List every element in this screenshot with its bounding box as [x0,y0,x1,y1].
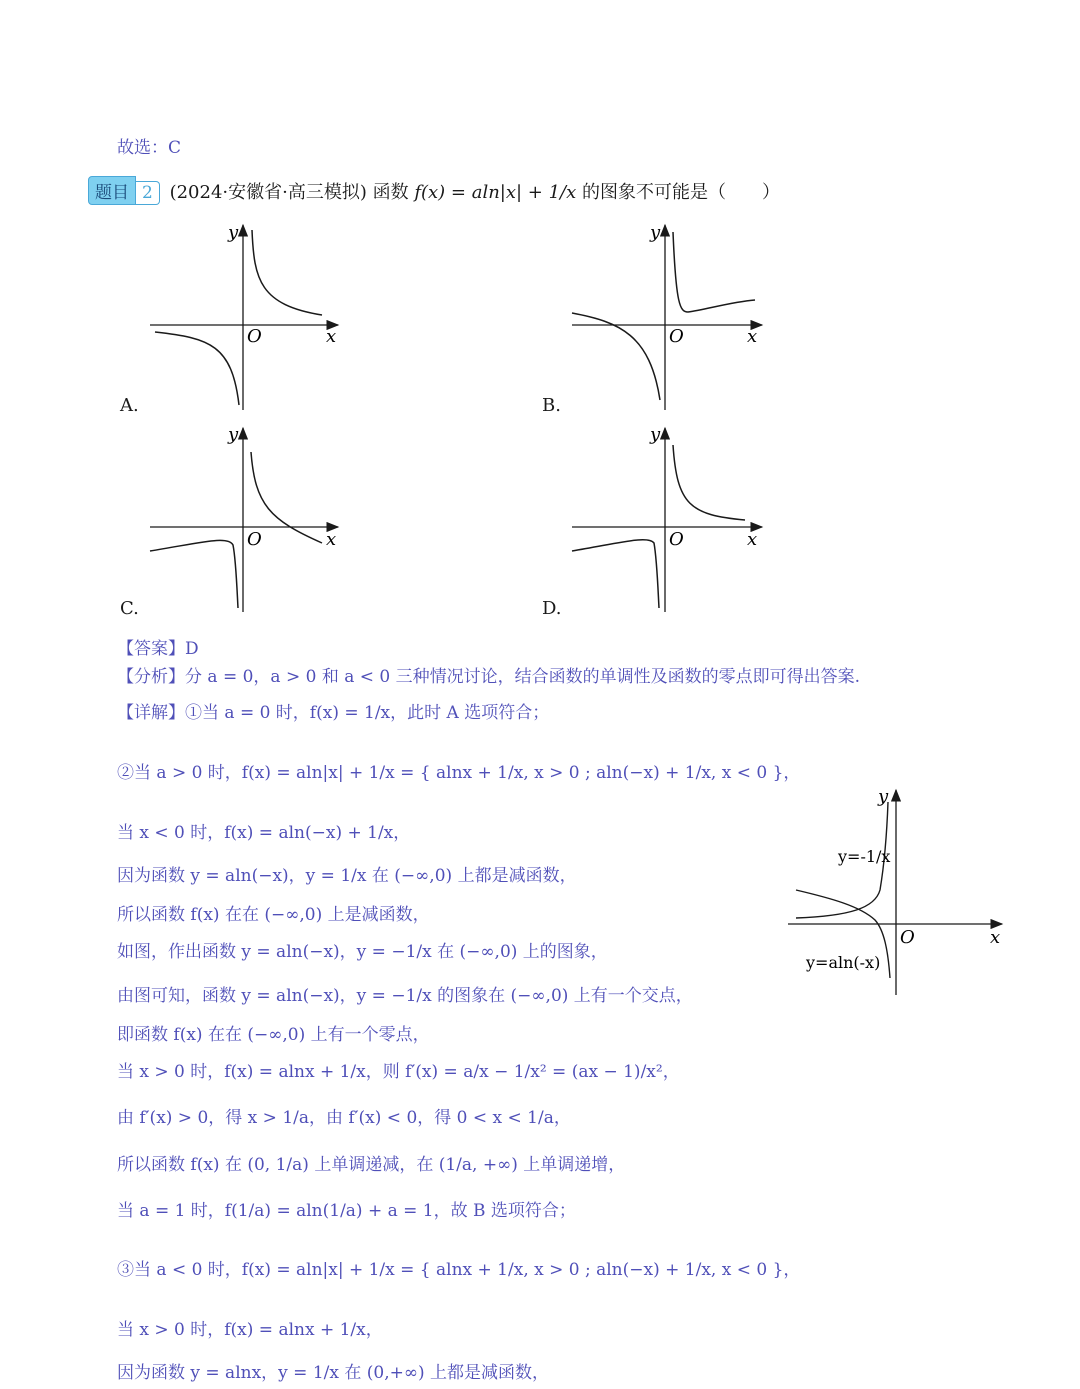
graph-b-y: y [650,222,661,243]
solution-line: 所以函数 f(x) 在 (0, 1/a) 上单调递减，在 (1/a, +∞) 上单调递增， [117,1155,626,1175]
graph-c-x: x [326,529,337,550]
solution-line: 由 f′(x) > 0，得 x > 1/a，由 f′(x) < 0，得 0 < x < 1/a， [117,1108,571,1128]
side-figure [780,780,1020,1010]
solution-line: 当 x < 0 时，f(x) = aln(−x) + 1/x， [117,823,411,843]
solution-line: 因为函数 y = alnx，y = 1/x 在 (0,+∞) 上都是减函数， [117,1363,550,1383]
solution-line: 【详解】①当 a = 0 时，f(x) = 1/x，此时 A 选项符合； [117,703,550,723]
question-formula: f(x) = aln|x| + 1/x [414,182,577,203]
side-figure-curve1: y=-1/x [838,847,891,866]
side-figure-curve2: y=aln(-x) [806,953,881,972]
solution-line: 所以函数 f(x) 在在 (−∞,0) 上是减函数， [117,905,430,925]
graph-b-o: O [669,326,684,347]
solution-line: 即函数 f(x) 在在 (−∞,0) 上有一个零点， [117,1025,430,1045]
question-prefix: 函数 [372,182,409,203]
option-graphs [0,0,1080,640]
option-b-label: B. [542,395,561,416]
side-figure-x: x [990,927,1001,948]
side-figure-y: y [878,786,889,807]
analysis-line: 【分析】分 a = 0，a > 0 和 a < 0 三种情况讨论，结合函数的单调性及函数的零点即可得出答案. [117,667,861,687]
side-figure-o: O [900,927,915,948]
graph-c [150,424,338,612]
graph-c-y: y [228,424,239,445]
graph-b [572,222,762,410]
graph-d-x: x [747,529,758,550]
solution-line: ③当 a < 0 时，f(x) = aln|x| + 1/x = { alnx + 1/x, x > 0 ; aln(−x) + 1/x, x < 0 }， [117,1260,801,1280]
question-number: 2 [136,181,160,205]
question-tag: 题目 [88,176,136,205]
solution-line: ②当 a > 0 时，f(x) = aln|x| + 1/x = { alnx + 1/x, x > 0 ; aln(−x) + 1/x, x < 0 }， [117,763,801,783]
question-suffix: 的图象不可能是（ ） [582,182,781,203]
answer-line: 【答案】D [117,639,199,659]
option-a-label: A. [120,395,139,416]
graph-d-o: O [669,529,684,550]
graph-d [572,424,762,612]
solution-line: 当 x > 0 时，f(x) = alnx + 1/x，则 f′(x) = a/x − 1/x² = (ax − 1)/x²， [117,1062,680,1082]
solution-line: 因为函数 y = aln(−x)，y = 1/x 在 (−∞,0) 上都是减函数， [117,866,577,886]
graph-c-o: O [247,529,262,550]
graph-d-y: y [650,424,661,445]
graph-a [150,222,338,410]
solution-line: 当 x > 0 时，f(x) = alnx + 1/x， [117,1320,383,1340]
graph-b-x: x [747,326,758,347]
question-source: (2024·安徽省·高三模拟) [169,182,367,203]
option-c-label: C. [120,598,139,619]
graph-a-y: y [228,222,239,243]
option-d-label: D. [542,598,562,619]
graph-a-x: x [326,326,337,347]
top-answer: 故选：C [117,138,182,158]
solution-line: 如图，作出函数 y = aln(−x)，y = −1/x 在 (−∞,0) 上的图象， [117,942,608,962]
graph-a-o: O [247,326,262,347]
solution-line: 当 a = 1 时，f(1/a) = aln(1/a) + a = 1，故 B 选项符合； [117,1201,576,1221]
solution-line: 由图可知，函数 y = aln(−x)，y = −1/x 的图象在 (−∞,0) 上有一个交点， [117,986,693,1006]
